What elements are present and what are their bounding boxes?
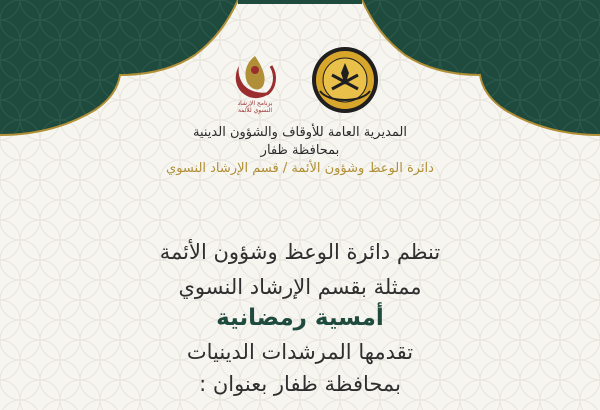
announcement-line-1: تنظم دائرة الوعظ وشؤون الأئمة (159, 240, 441, 264)
announcement-line-5: بمحافظة ظفار بعنوان : (199, 372, 401, 396)
event-title: أمسية رمضانية (216, 305, 384, 331)
logo-caption-line-2: النسوي للأئمة (237, 107, 273, 114)
logo-caption (220, 100, 290, 114)
ministry-emblem-logo (310, 45, 380, 115)
department-subtitle: دائرة الوعظ وشؤون الأئمة / قسم الإرشاد النسوي (166, 161, 434, 176)
directorate-title: المديرية العامة للأوقاف والشؤون الدينية (192, 125, 408, 140)
logo-caption-line-1: برنامج الإرشاد (237, 100, 273, 107)
governorate-subtitle: بمحافظة ظفار (260, 143, 340, 158)
announcement-line-2: ممثلة بقسم الإرشاد النسوي (178, 275, 422, 299)
announcement-line-4: تقدمها المرشدات الدينيات (186, 340, 414, 364)
